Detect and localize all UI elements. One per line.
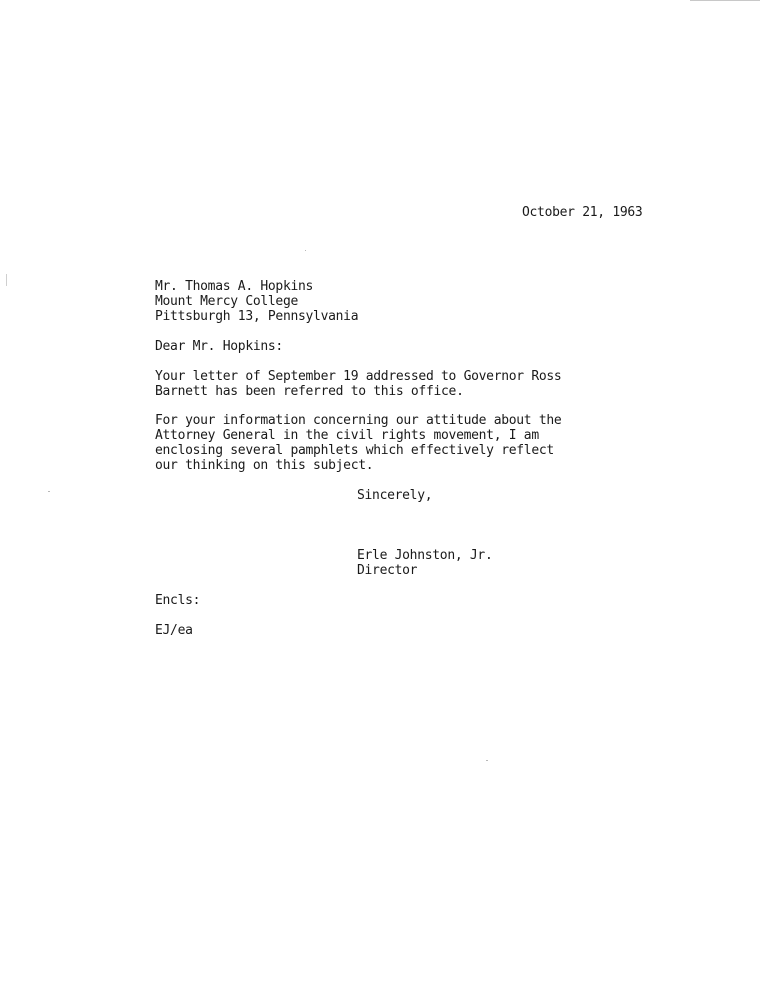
paragraph-line: Your letter of September 19 addressed to Governor Ross [155,369,562,384]
paragraph-line: Barnett has been referred to this office. [155,384,464,399]
complimentary-closing: Sincerely, [357,488,433,503]
letter-date: October 21, 1963 [522,205,643,220]
recipient-institution: Mount Mercy College [155,294,299,309]
recipient-city: Pittsburgh 13, Pennsylvania [155,309,359,324]
scan-mark-top-right [690,0,760,1]
paragraph-line: Attorney General in the civil rights movement, I am [155,428,539,443]
scan-mark-left-1 [6,274,7,286]
scan-mark-left-2 [48,491,50,492]
scan-mark-center [305,250,306,251]
scan-mark-bottom [486,760,488,761]
paragraph-line: our thinking on this subject. [155,458,374,473]
enclosures-notation: Encls: [155,593,201,608]
signer-title: Director [357,563,418,578]
signer-name: Erle Johnston, Jr. [357,548,493,563]
paragraph-line: enclosing several pamphlets which effectively reflect [155,443,554,458]
paragraph-line: For your information concerning our attitude about the [155,413,562,428]
reference-initials: EJ/ea [155,623,193,638]
salutation: Dear Mr. Hopkins: [155,339,283,354]
recipient-name: Mr. Thomas A. Hopkins [155,279,314,294]
